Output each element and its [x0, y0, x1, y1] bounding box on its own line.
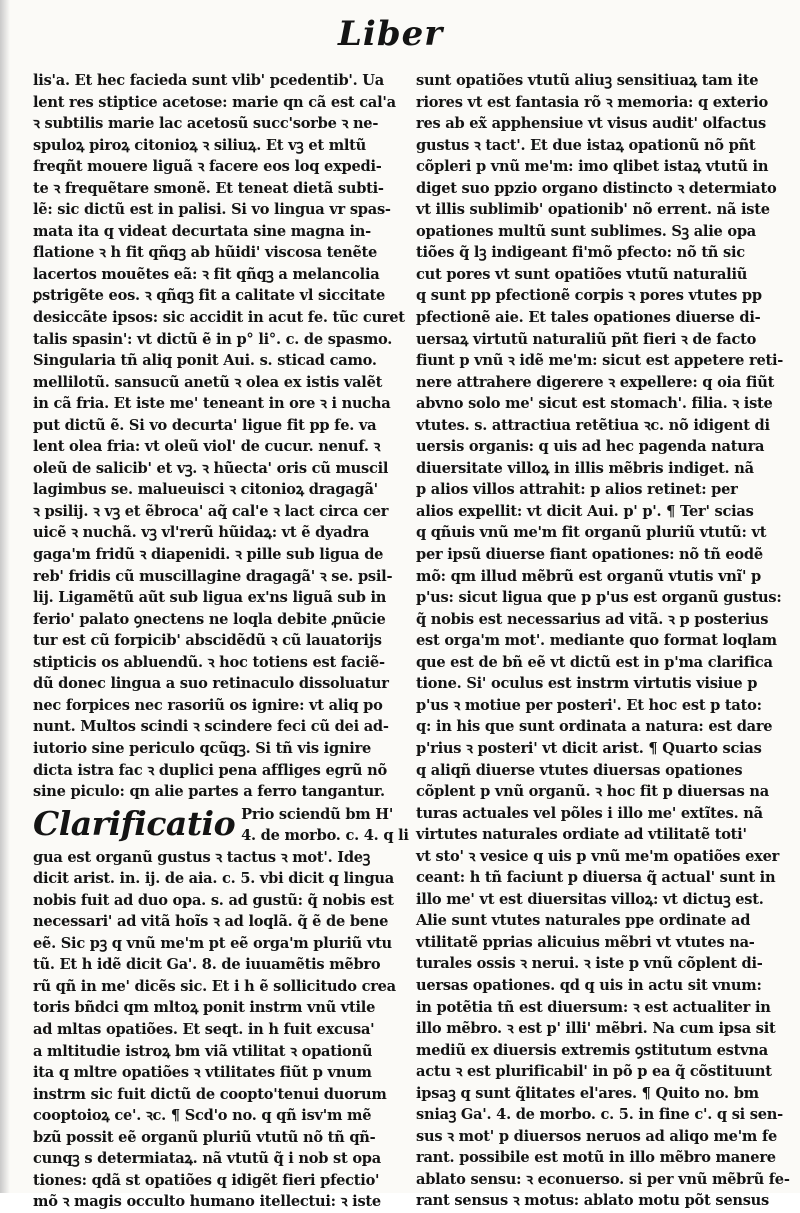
text-line: cõplent p vnũ organũ. ꝛ hoc fit p diuersas na	[416, 783, 769, 801]
text-line: in cã fria. Et iste me' teneant in ore ꝛ i nucha	[33, 395, 391, 413]
text-line: p alios villos attrahit: p alios retinet: per	[416, 481, 738, 499]
text-line: ceant: h tñ faciunt p diuersa q̃ actual' sunt in	[416, 869, 776, 887]
text-line: eẽ. Sic pꝫ q vnũ me'm pt eẽ orga'm pluriũ vtu	[33, 934, 392, 952]
text-line: nere attrahere digerere ꝛ expellere: q oia fiũt	[416, 373, 775, 391]
text-line: turas actuales vel põles i illo me' extĩtes. nã	[416, 804, 763, 822]
text-line: ferio' palato ꝯnectens ne loqla debite ꝓnũcie	[33, 610, 386, 628]
text-line: abvno solo me' sicut est stomach'. filia. ꝛ iste	[416, 395, 773, 413]
text-line: virtutes naturales ordiate ad vtilitatẽ toti'	[416, 826, 747, 844]
text-line: lent olea fria: vt oleũ viol' de cucur. nenuf. ꝛ	[33, 438, 381, 456]
text-line: vtilitatẽ pprias alicuius mẽbri vt vtutes na-	[416, 933, 755, 951]
right-column-text	[416, 70, 790, 1212]
text-line: vtutes. s. attractiua retẽtiua ꝛc. nõ idigent di	[416, 416, 770, 434]
text-line: res ab ex̃ apphensiue vt visus audit' olfactus	[416, 115, 766, 133]
text-line: dũ donec lingua a suo retinaculo dissoluatur	[33, 675, 389, 693]
text-line: ablato sensu: ꝛ econuerso. si per vnũ mẽbrũ fe-	[416, 1170, 790, 1188]
text-line: mata ita q videat decurtata sine magna in-	[33, 222, 371, 240]
text-line: gaga'm fridũ ꝛ diapenidi. ꝛ pille sub ligua de	[33, 546, 384, 564]
left-column-text-before	[33, 70, 411, 803]
text-line: alios expellit: vt dicit Aui. p' p'. ¶ Ter' scias	[416, 502, 754, 520]
text-line: nobis fuit ad duo opa. s. ad gustũ: q̃ nobis est	[33, 891, 394, 909]
text-line: sunt opatiões vtutũ aliuꝫ sensitiuaꝝ tam ite	[416, 72, 759, 89]
text-line: lagimbus se. malueuisci ꝛ citonioꝝ dragagã'	[33, 481, 378, 499]
text-line: desiccãte ipsos: sic accidit in acut fe. tũc curet	[33, 309, 405, 327]
left-column-text-after	[33, 847, 411, 1213]
text-line: mõ ꝛ magis occulto humano itellectui: ꝛ iste	[33, 1193, 381, 1211]
text-line: necessari' ad vitã hoĩs ꝛ ad loqlã. q̃ ẽ de bene	[33, 913, 389, 931]
text-line: lent res stiptice acetose: marie qn cã est cal'a	[33, 93, 396, 111]
text-line: vt sto' ꝛ vesice q uis p vnũ me'm opatiões exer	[416, 847, 780, 865]
text-line: sniaꝫ Ga'. 4. de morbo. c. 5. in fine c'. q si sen-	[416, 1106, 783, 1124]
text-line: per ipsũ diuerse fiant opationes: nõ tñ eodẽ	[416, 546, 763, 564]
text-line: mediũ ex diuersis extremis ꝯstitutum estvna	[416, 1041, 768, 1059]
left-column	[33, 70, 411, 1211]
text-line: ꝛ subtilis marie lac acetosũ succ'sorbe ꝛ ne-	[33, 115, 379, 133]
text-line: q qñuis vnũ me'm fit organũ pluriũ vtutũ: vt	[416, 524, 767, 542]
text-line: tũ. Et h idẽ dicit Ga'. 8. de iuuamẽtis mẽbro	[33, 956, 381, 974]
section-heading: Clarificatio	[33, 803, 236, 843]
text-line: ꝑstrigẽte eos. ꝛ qñqꝫ fit a calitate vl siccitate	[33, 287, 386, 305]
text-line: sine piculo: qn alie partes a ferro tangantur.	[33, 783, 385, 801]
heading-side-text	[241, 804, 409, 847]
text-line: cõpleri p vnũ me'm: imo qlibet istaꝝ vtutũ in	[416, 158, 769, 176]
text-line: nunt. Multos scindi ꝛ scindere feci cũ dei ad-	[33, 718, 389, 736]
text-line: ad mltas opatiões. Et seqt. in h fuit excusa'	[33, 1020, 375, 1038]
text-line: nec forpices nec rasoriũ os ignire: vt aliq po	[33, 696, 383, 714]
text-line: diget suo ppzio organo distincto ꝛ determiato	[416, 179, 777, 197]
text-line: lis'a. Et hec facieda sunt vlib' pcedentib'. Ua	[33, 72, 384, 89]
text-line: fiunt p vnũ ꝛ idẽ me'm: sicut est appetere reti-	[416, 352, 784, 370]
text-line: bzũ possit eẽ organũ pluriũ vtutũ nõ tñ qñ-	[33, 1128, 376, 1146]
text-line: riores vt est fantasia rõ ꝛ memoria: q exterio	[416, 93, 769, 111]
text-line: illo mẽbro. ꝛ est p' illi' mẽbri. Na cum ipsa sit	[416, 1020, 776, 1038]
running-head: Liber	[338, 14, 444, 54]
text-line: flatione ꝛ h fit qñqꝫ ab hũidi' viscosa tenẽte	[33, 244, 378, 262]
text-line: pfectionẽ aie. Et tales opationes diuerse di-	[416, 309, 761, 327]
text-line: lij. Ligamẽtũ aũt sub ligua ex'ns liguã sub in	[33, 589, 387, 607]
text-line: tiões q̃ lꝫ indigeant fi'mõ pfecto: nõ tñ sic	[416, 244, 745, 262]
text-line: 4. de morbo. c. 4. q li	[241, 827, 409, 845]
text-line: iutorio sine periculo qcũqꝫ. Si tñ vis ignire	[33, 739, 372, 757]
text-line: te ꝛ frequẽtare smonẽ. Et teneat dietã subti-	[33, 179, 384, 197]
text-line: ipsaꝫ q sunt q̃litates el'ares. ¶ Quito no. bm	[416, 1084, 759, 1102]
text-line: opationes multũ sunt sublimes. Sꝫ alie opa	[416, 222, 756, 240]
text-line: p'us ꝛ motiue per posteri'. Et hoc est p tato:	[416, 696, 762, 714]
text-line: cut pores vt sunt opatiões vtutũ naturaliũ	[416, 265, 748, 283]
text-line: talis spasin': vt dictũ ẽ in p° li°. c. de spasmo.	[33, 330, 393, 348]
text-line: in potẽtia tñ est diuersum: ꝛ est actualiter in	[416, 998, 771, 1016]
text-line: a mltitudie istroꝝ bm viã vtilitat ꝛ opationũ	[33, 1042, 373, 1060]
text-line: q aliqñ diuerse vtutes diuersas opationes	[416, 761, 743, 779]
right-column	[416, 70, 790, 1210]
text-line: tur est cũ forpicib' abscidẽdũ ꝛ cũ lauatorijs	[33, 632, 382, 650]
text-line: uersis organis: q uis ad hec pagenda natura	[416, 438, 765, 456]
text-line: Singularia tñ aliq ponit Aui. s. sticad camo.	[33, 352, 377, 370]
text-line: cunqꝫ s determiataꝝ. nã vtutũ q̃ i nob st opa	[33, 1150, 381, 1168]
text-line: q: in his que sunt ordinata a natura: est dare	[416, 718, 773, 736]
text-line: q̃ nobis est necessarius ad vitã. ꝛ p posterius	[416, 610, 769, 628]
text-line: est orga'm mot'. mediante quo format loqlam	[416, 632, 777, 650]
text-line: spuloꝝ piroꝝ citonioꝝ ꝛ siliuꝝ. Et vꝫ et mltũ	[33, 136, 367, 154]
text-line: rũ qñ in me' dicẽs sic. Et i h ẽ sollicitudo crea	[33, 977, 396, 995]
text-line: ꝛ psilij. ꝛ vꝫ et ẽbroca' aq̃ cal'e ꝛ lact circa cer	[33, 502, 389, 520]
text-line: uersaꝝ virtutũ naturaliũ pñt fieri ꝛ de facto	[416, 330, 757, 348]
text-line: Prio sciendũ bm H'	[241, 805, 394, 823]
text-line: Alie sunt vtutes naturales ppe ordinate ad	[416, 912, 751, 930]
text-line: turales ossis ꝛ nerui. ꝛ iste p vnũ cõplent di-	[416, 955, 763, 973]
text-line: mõ: qm illud mẽbrũ est organũ vtutis vnĩ' p	[416, 567, 761, 585]
text-line: put dictũ ẽ. Si vo decurta' ligue fit pp fe. va	[33, 416, 377, 434]
text-line: tione. Si' oculus est instrm virtutis visiue p	[416, 675, 758, 693]
text-line: que est de bñ eẽ vt dictũ est in p'ma clarifica	[416, 653, 773, 671]
text-line: ita q mltre opatiões ꝛ vtilitates fiũt p vnum	[33, 1064, 372, 1082]
text-line: rant. possibile est motũ in illo mẽbro manere	[416, 1149, 776, 1167]
text-line: dicta istra fac ꝛ duplici pena affliges egrũ nõ	[33, 761, 387, 779]
text-line: gustus ꝛ tact'. Et due istaꝝ opationũ nõ pñt	[416, 136, 756, 154]
text-line: freqñt mouere liguã ꝛ facere eos loq expedi-	[33, 158, 382, 176]
text-line: uicẽ ꝛ nuchã. vꝫ vl'rerũ hũidaꝝ: vt ẽ dyadra	[33, 524, 370, 542]
text-line: reb' fridis cũ muscillagine dragagã' ꝛ se. psil-	[33, 567, 393, 585]
text-line: q sunt pp pfectionẽ corpis ꝛ pores vtutes pp	[416, 287, 762, 305]
text-line: sus ꝛ mot' p diuersos neruos ad aliqo me'm fe	[416, 1127, 778, 1145]
text-line: illo me' vt est diuersitas villoꝝ: vt dictuꝫ est.	[416, 890, 764, 908]
text-line: uersas opationes. qd q uis in actu sit vnum:	[416, 976, 762, 994]
text-line: tiones: qdã st opatiões q idigẽt fieri pfectio'	[33, 1171, 380, 1189]
text-line: cooptoioꝝ ce'. ꝛc. ¶ Scd'o no. q qñ isv'm mẽ	[33, 1107, 372, 1125]
text-line: dicit arist. in. ij. de aia. c. 5. vbi dicit q lingua	[33, 870, 394, 888]
text-line: p'rius ꝛ posteri' vt dicit arist. ¶ Quarto scias	[416, 739, 762, 757]
text-line: mellilotũ. sansucũ anetũ ꝛ olea ex istis valẽt	[33, 373, 383, 391]
text-line: actu ꝛ est plurificabil' in põ p ea q̃ cõstituunt	[416, 1063, 772, 1081]
section-heading-row	[33, 804, 411, 847]
text-line: lacertos mouẽtes eã: ꝛ fit qñqꝫ a melancolia	[33, 265, 380, 283]
text-line: gua est organũ gustus ꝛ tactus ꝛ mot'. Ideꝫ	[33, 848, 371, 866]
text-line: toris bñdci qm mltoꝝ ponit instrm vnũ vtile	[33, 999, 376, 1017]
text-line: diuersitate villoꝝ in illis mẽbris indiget. nã	[416, 459, 754, 477]
text-line: vt illis sublimib' opationib' nõ errent. nã iste	[416, 201, 770, 219]
text-line: rant sensus ꝛ motus: ablato motu põt sensus	[416, 1192, 770, 1210]
text-line: stipticis os abluendũ. ꝛ hoc totiens est faciẽ-	[33, 653, 385, 671]
text-line: instrm sic fuit dictũ de coopto'tenui duorum	[33, 1085, 387, 1103]
text-line: p'us: sicut ligua que p p'us est organũ gustus:	[416, 589, 782, 607]
text-line: lẽ: sic dictũ est in palisi. Si vo lingua vr spas-	[33, 201, 391, 219]
text-line: oleũ de salicib' et vꝫ. ꝛ hũecta' oris cũ muscil	[33, 459, 389, 477]
